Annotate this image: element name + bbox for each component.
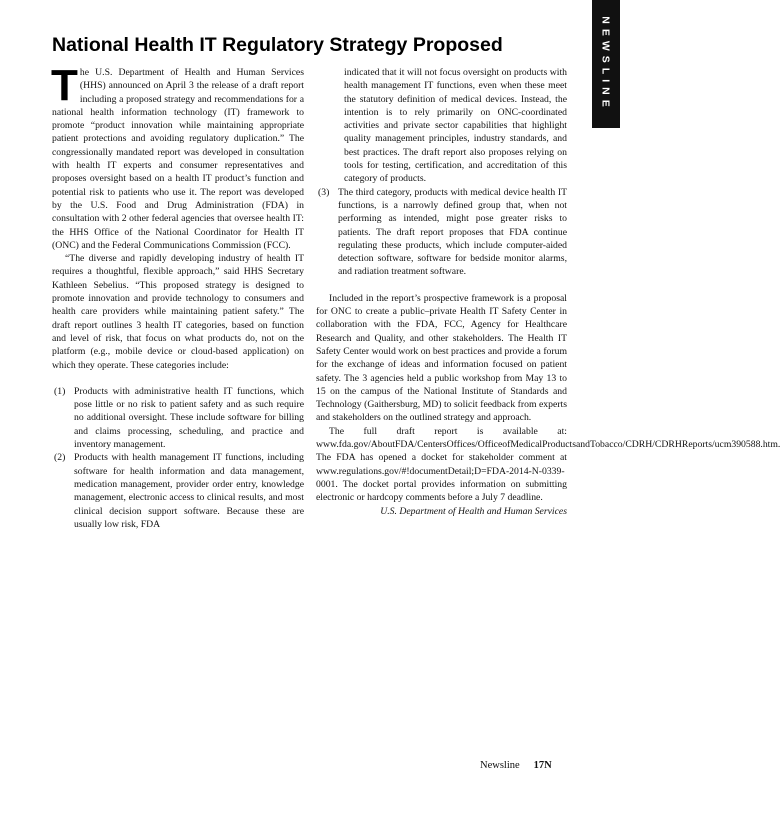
right-column — [316, 66, 780, 518]
list-number: (2) — [54, 452, 66, 464]
source-credit: U.S. Department of Health and Human Services — [380, 505, 567, 517]
left-column — [51, 61, 304, 531]
footer-section: Newsline — [480, 760, 520, 771]
list-text: Products with administrative health IT functions, which pose little or no risk to patient safety and as such require no additional oversight. These include software for billing and claims processing, scheduling, and practice and inventory management. — [74, 385, 304, 451]
availability-paragraph: The full draft report is available at: www.fda.gov/AboutFDA/CentersOffices/OfficeofMedicalProductsandTobacco/CDRH/CDRHReports/ucm390588.htm. The FDA has opened a docket for stakeholder comment at www.regulations.gov/#!documentDetail;D=FDA-2014-N-0339-0001. The docket portal provides information on submitting electronic or hardcopy comments before a July 7 deadline. — [316, 425, 780, 504]
list-text: Products with health management IT functions, including software for health information and data management, medication management, provider order entry, knowledge management, electronic access to clinical results, and most clinical decision support software. Because these are usually low risk, FDA — [74, 452, 304, 530]
list-number: (3) — [318, 186, 330, 198]
section-tab — [592, 0, 620, 128]
intro-paragraph — [51, 61, 304, 252]
framework-paragraph: Included in the report’s prospective framework is a proposal for ONC to create a public–private Health IT Safety Center in collaboration with the FDA, FCC, Agency for Healthcare Research and Quality, and other stakeholders. The Health IT Safety Center would work on best practices and provide a forum for the exchange of ideas and information focused on patient safety. The 3 agencies held a public workshop from May 13 to 15 on the campus of the National Institute of Standards and Technology (Gaithersburg, MD) to solicit feedback from experts and stakeholders on the outlined strategy and approach. — [316, 292, 567, 424]
list-number: (1) — [54, 385, 66, 397]
list-item — [52, 451, 304, 531]
quote-paragraph: “The diverse and rapidly developing industry of health IT requires a thoughtful, flexible approach,” said HHS Secretary Kathleen Sebelius. “This proposed strategy is designed to promote innovation and provide technology to consumers and health care providers while maintaining patient safety.” The draft report outlines 3 health IT categories, based on function and level of risk, that focus on what products do, not on the platform (e.g., mobile device or cloud-based application) on which they operate. These categories include: — [52, 253, 304, 371]
list-item — [52, 385, 304, 451]
list-item — [316, 186, 567, 279]
intro-text: he U.S. Department of Health and Human Services (HHS) announced on April 3 the release of a draft report including a proposed strategy and recommendations for a national health information technology (IT) framework to promote “product innovation while maintaining appropriate patient protections and avoiding regulatory duplication.” The congressionally mandated report was developed in consultation with health IT experts and consumer representatives and proposes oversight based on a health IT product’s function and potential risk to patients who use it. The report was developed by the U.S. Food and Drug Administration (FDA) in consultation with 2 other federal agencies that oversee health IT: the HHS Office of the National Coordinator for Health IT (ONC) and the Federal Communications Commission (FCC). — [52, 67, 304, 251]
article-title: National Health IT Regulatory Strategy Proposed — [52, 34, 503, 56]
drop-cap: T — [51, 61, 78, 110]
list-item-continuation: indicated that it will not focus oversight on products with health management IT functions, even when these meet the statutory definition of medical devices. Instead, the intention is to rely primarily on ONC-coordinated activities and private sector capabilities that highlight quality management principles, industry standards, and best practices. The draft report also proposes relying on tools for testing, certification, and accreditation of this category of products. — [344, 67, 567, 185]
section-tab-label: NEWSLINE — [600, 16, 613, 112]
list-text: The third category, products with medical device health IT functions, is a narrowly defined group that, when not performing as intended, might pose greater risks to patients. The draft report proposes that FDA continue regulating these products, which include computer-aided detection software, software for bedside monitor alarms, and radiation treatment software. — [338, 186, 567, 278]
page-footer — [480, 760, 552, 771]
category-list-continued — [316, 186, 567, 279]
category-list — [52, 385, 304, 531]
page-number: 17N — [533, 760, 552, 771]
